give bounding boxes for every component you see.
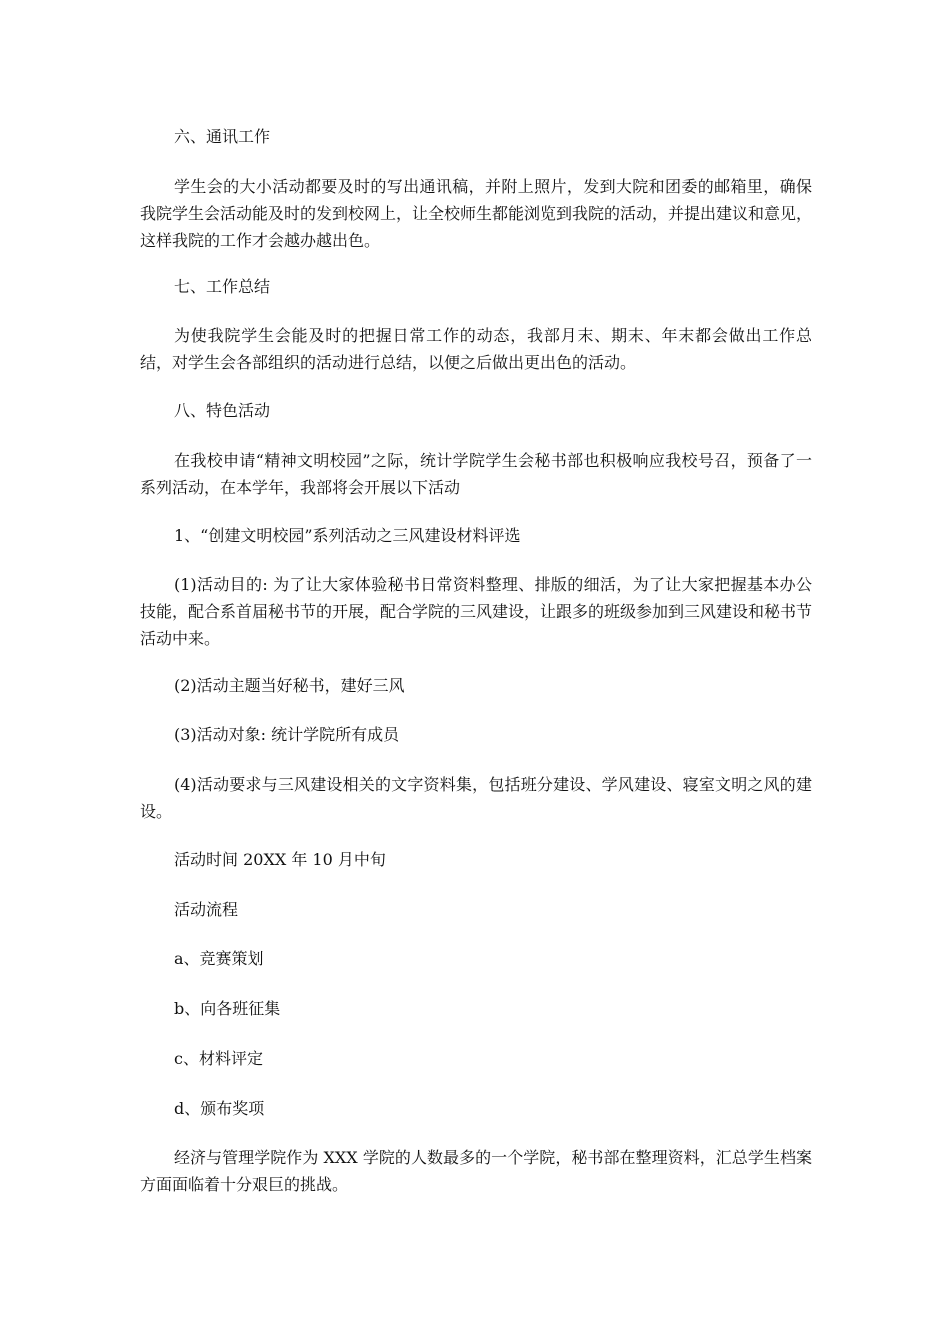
process-step-b: b、向各班征集 bbox=[174, 999, 281, 1018]
paragraph-featured-intro: 在我校申请“精神文明校园”之际，统计学院学生会秘书部也积极响应我校号召，预备了一系列活动，在本学年，我部将会开展以下活动 bbox=[140, 451, 812, 497]
heading-featured-activities: 八、特色活动 bbox=[174, 401, 271, 420]
paragraph-communication-body: 学生会的大小活动都要及时的写出通讯稿，并附上照片，发到大院和团委的邮箱里，确保我院学生会活动能及时的发到校网上，让全校师生都能浏览到我院的活动，并提出建议和意见，这样我院的工作才会越办越出色。 bbox=[140, 177, 813, 250]
heading-communication-work: 六、通讯工作 bbox=[174, 127, 271, 146]
activity-audience: (3)活动对象: 统计学院所有成员 bbox=[174, 725, 400, 744]
activity-process-heading: 活动流程 bbox=[174, 900, 239, 919]
heading-work-summary: 七、工作总结 bbox=[174, 277, 271, 296]
activity-theme: (2)活动主题当好秘书，建好三风 bbox=[174, 676, 405, 695]
activity-item-title: 1、“创建文明校园”系列活动之三风建设材料评选 bbox=[174, 526, 521, 545]
activity-time: 活动时间 20XX 年 10 月中旬 bbox=[174, 850, 386, 869]
activity-purpose: (1)活动目的: 为了让大家体验秘书日常资料整理、排版的细活，为了让大家把握基本办公技能，配合系首届秘书节的开展，配合学院的三风建设，让跟多的班级参加到三风建设和秘书节活动中来。 bbox=[140, 575, 813, 648]
process-step-a: a、竞赛策划 bbox=[174, 949, 264, 968]
process-step-d: d、颁布奖项 bbox=[174, 1099, 265, 1118]
paragraph-closing: 经济与管理学院作为 XXX 学院的人数最多的一个学院，秘书部在整理资料，汇总学生档案方面面临着十分艰巨的挑战。 bbox=[140, 1148, 812, 1194]
activity-requirements: (4)活动要求与三风建设相关的文字资料集，包括班分建设、学风建设、寝室文明之风的建设。 bbox=[140, 775, 812, 821]
paragraph-summary-body: 为使我院学生会能及时的把握日常工作的动态，我部月末、期末、年末都会做出工作总结，对学生会各部组织的活动进行总结，以便之后做出更出色的活动。 bbox=[140, 326, 812, 372]
process-step-c: c、材料评定 bbox=[174, 1049, 263, 1068]
